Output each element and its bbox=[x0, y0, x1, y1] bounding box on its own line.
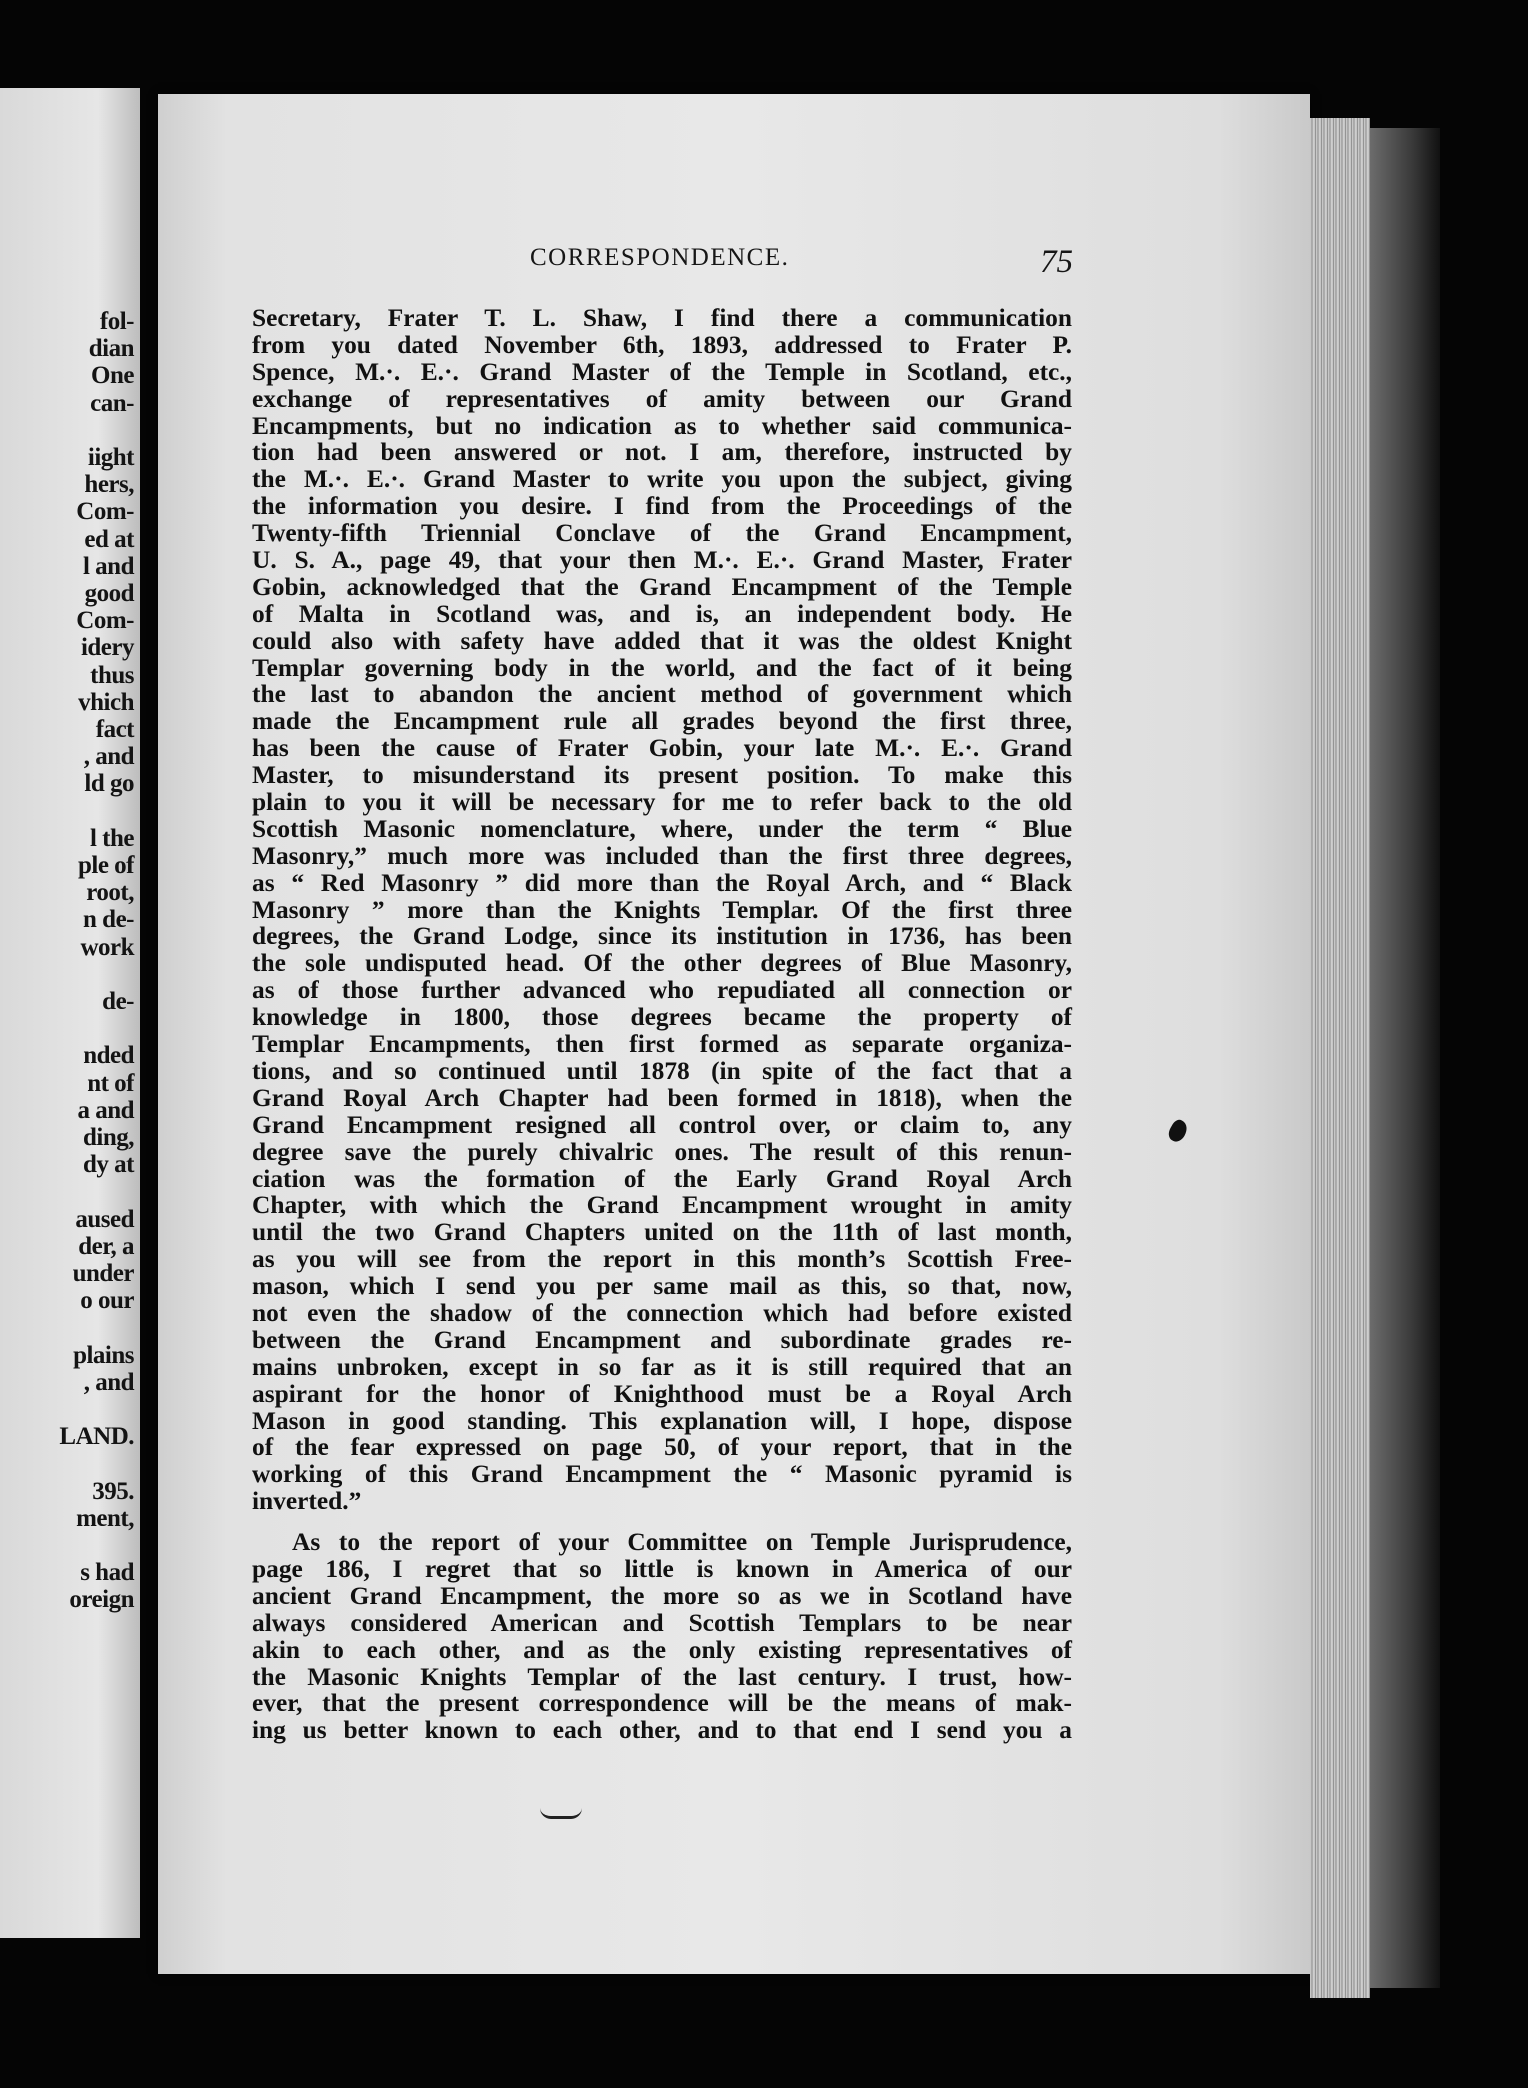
text-line: not even the shadow of the connection which had before existed bbox=[252, 1298, 1072, 1327]
text-line: Encampments, but no indication as to whether said communica- bbox=[252, 411, 1072, 440]
text-line: the information you desire. I find from the Proceedings of the bbox=[252, 492, 1072, 521]
left-page-fragment: fol- bbox=[99, 308, 134, 335]
left-page-fragment: , and bbox=[83, 743, 134, 771]
left-page-fragment: oreign bbox=[69, 1586, 134, 1614]
left-page-fragment: aused bbox=[75, 1205, 134, 1233]
text-line: inverted.” bbox=[252, 1487, 362, 1516]
text-line: the M.·. E.·. Grand Master to write you upon the subject, giving bbox=[252, 465, 1072, 494]
left-page-fragment: Com- bbox=[76, 498, 134, 526]
left-page-fragment: 395. bbox=[92, 1477, 134, 1505]
text-line: Secretary, Frater T. L. Shaw, I find there a communication bbox=[252, 304, 1072, 332]
left-page-fragment: vhich bbox=[78, 688, 134, 716]
left-page-fragment: nt of bbox=[87, 1069, 134, 1097]
left-page-fragment: ment, bbox=[76, 1504, 134, 1532]
text-line: the sole undisputed head. Of the other degrees of Blue Masonry, bbox=[252, 949, 1072, 978]
page-number: 75 bbox=[1040, 244, 1073, 280]
text-line: Templar governing body in the world, and the fact of it being bbox=[252, 653, 1072, 682]
text-line: as of those further advanced who repudiated all connection or bbox=[252, 976, 1072, 1005]
text-line: the Masonic Knights Templar of the last century. I trust, how- bbox=[252, 1662, 1072, 1691]
left-page-fragment: ple of bbox=[77, 852, 134, 879]
left-page-fragment: under bbox=[72, 1260, 134, 1287]
text-line: until the two Grand Chapters united on the 11th of last month, bbox=[252, 1218, 1072, 1247]
left-page-edge bbox=[0, 88, 140, 1938]
pencil-mark bbox=[540, 1808, 582, 1819]
text-line: Masonry,” much more was included than the first three degrees, bbox=[252, 841, 1072, 870]
text-line: degrees, the Grand Lodge, since its institution in 1736, has been bbox=[252, 922, 1072, 951]
text-line: exchange of representatives of amity between our Grand bbox=[252, 384, 1072, 413]
left-page-fragment: ed at bbox=[84, 525, 134, 553]
left-page-fragment: One bbox=[91, 362, 134, 390]
page-body bbox=[252, 305, 1072, 1744]
paragraph-1 bbox=[252, 305, 1072, 1515]
text-line: U. S. A., page 49, that your then M.·. E.·. Grand Master, Frater bbox=[252, 546, 1072, 575]
left-page-fragment: a and bbox=[77, 1096, 134, 1124]
text-line: mains unbroken, except in so far as it is still required that an bbox=[252, 1352, 1072, 1381]
left-page-fragment: idery bbox=[80, 634, 134, 662]
book-spine-shadow bbox=[1370, 128, 1440, 1988]
left-page-fragment: de- bbox=[102, 988, 134, 1015]
text-line: degree save the purely chivalric ones. The result of this renun- bbox=[252, 1137, 1072, 1166]
text-line: of Malta in Scotland was, and is, an independent body. He bbox=[252, 599, 1072, 628]
text-line: Grand Royal Arch Chapter had been formed in 1818), when the bbox=[252, 1083, 1072, 1112]
left-page-fragment: ld go bbox=[84, 770, 134, 798]
left-page-fragment: plains bbox=[73, 1341, 134, 1369]
left-page-fragment: thus bbox=[90, 661, 134, 689]
text-line: as you will see from the report in this month’s Scottish Free- bbox=[252, 1245, 1072, 1274]
text-line: made the Encampment rule all grades beyond the first three, bbox=[252, 707, 1072, 736]
left-page-fragment: can- bbox=[90, 389, 134, 417]
text-line: ciation was the formation of the Early Grand Royal Arch bbox=[252, 1164, 1072, 1193]
text-line: Grand Encampment resigned all control over, or claim to, any bbox=[252, 1110, 1072, 1139]
text-line: Scottish Masonic nomenclature, where, under the term “ Blue bbox=[252, 814, 1072, 843]
text-line: tion had been answered or not. I am, therefore, instructed by bbox=[252, 438, 1072, 467]
text-line: akin to each other, and as the only existing representatives of bbox=[252, 1635, 1072, 1664]
left-page-fragment: nded bbox=[83, 1042, 134, 1070]
left-page-fragment: iight bbox=[87, 444, 134, 471]
left-page-fragment: good bbox=[84, 580, 134, 607]
left-page-fragment: l the bbox=[89, 824, 134, 852]
text-line: Twenty-fifth Triennial Conclave of the Grand Encampment, bbox=[252, 519, 1072, 548]
text-line: always considered American and Scottish Templars to be near bbox=[252, 1608, 1072, 1637]
left-page-fragment: hers, bbox=[84, 471, 134, 499]
left-page-fragment: Com- bbox=[76, 607, 134, 635]
text-line: mason, which I send you per same mail as this, so that, now, bbox=[252, 1272, 1072, 1301]
text-line: ancient Grand Encampment, the more so as we in Scotland have bbox=[252, 1581, 1072, 1610]
left-page-fragment: root, bbox=[86, 879, 134, 907]
left-page-fragment: dy at bbox=[83, 1151, 134, 1179]
text-line: ever, that the present correspondence will be the means of mak- bbox=[252, 1689, 1072, 1718]
text-line: aspirant for the honor of Knighthood must be a Royal Arch bbox=[252, 1379, 1072, 1408]
text-line: tions, and so continued until 1878 (in spite of the fact that a bbox=[252, 1056, 1072, 1085]
left-page-fragment: n de- bbox=[83, 906, 134, 934]
text-line: between the Grand Encampment and subordinate grades re- bbox=[252, 1325, 1072, 1354]
text-line: working of this Grand Encampment the “ Masonic pyramid is bbox=[252, 1460, 1072, 1489]
left-page-fragment: work bbox=[80, 933, 134, 961]
text-line: Masonry ” more than the Knights Templar. Of the first three bbox=[252, 895, 1072, 924]
paragraph-2 bbox=[252, 1529, 1072, 1744]
left-page-fragment: ding, bbox=[82, 1124, 134, 1151]
page-stack-edge bbox=[1310, 118, 1370, 1998]
left-page-fragment: dian bbox=[88, 335, 134, 363]
text-line: has been the cause of Frater Gobin, your late M.·. E.·. Grand bbox=[252, 734, 1072, 763]
left-page-fragment: l and bbox=[82, 552, 134, 580]
text-line: knowledge in 1800, those degrees became the property of bbox=[252, 1003, 1072, 1032]
left-page-fragment: der, a bbox=[78, 1232, 134, 1260]
text-line: the last to abandon the ancient method of government which bbox=[252, 680, 1072, 709]
left-page-fragment: , and bbox=[83, 1368, 134, 1396]
text-line: page 186, I regret that so little is known in America of our bbox=[252, 1554, 1072, 1583]
text-line: Chapter, with which the Grand Encampment wrought in amity bbox=[252, 1191, 1072, 1220]
text-line: from you dated November 6th, 1893, addressed to Frater P. bbox=[252, 330, 1072, 359]
text-line: Templar Encampments, then first formed as separate organiza- bbox=[252, 1030, 1072, 1059]
left-page-fragment: fact bbox=[95, 716, 134, 743]
text-line: Gobin, acknowledged that the Grand Encampment of the Temple bbox=[252, 572, 1072, 601]
text-line: Spence, M.·. E.·. Grand Master of the Temple in Scotland, etc., bbox=[252, 357, 1072, 386]
text-line: As to the report of your Committee on Temple Jurisprudence, bbox=[292, 1528, 1072, 1557]
running-title: CORRESPONDENCE. bbox=[530, 244, 790, 271]
left-page-fragment: LAND. bbox=[59, 1423, 134, 1451]
text-line: ing us better known to each other, and to that end I send you a bbox=[252, 1716, 1072, 1745]
left-page-fragment: o our bbox=[80, 1287, 134, 1315]
text-line: Master, to misunderstand its present position. To make this bbox=[252, 761, 1072, 790]
text-line: could also with safety have added that it was the oldest Knight bbox=[252, 626, 1072, 655]
text-line: as “ Red Masonry ” did more than the Royal Arch, and “ Black bbox=[252, 868, 1072, 897]
text-line: of the fear expressed on page 50, of your report, that in the bbox=[252, 1433, 1072, 1462]
text-line: Mason in good standing. This explanation will, I hope, dispose bbox=[252, 1406, 1072, 1435]
left-page-fragment: s had bbox=[80, 1559, 134, 1587]
text-line: plain to you it will be necessary for me to refer back to the old bbox=[252, 788, 1072, 817]
